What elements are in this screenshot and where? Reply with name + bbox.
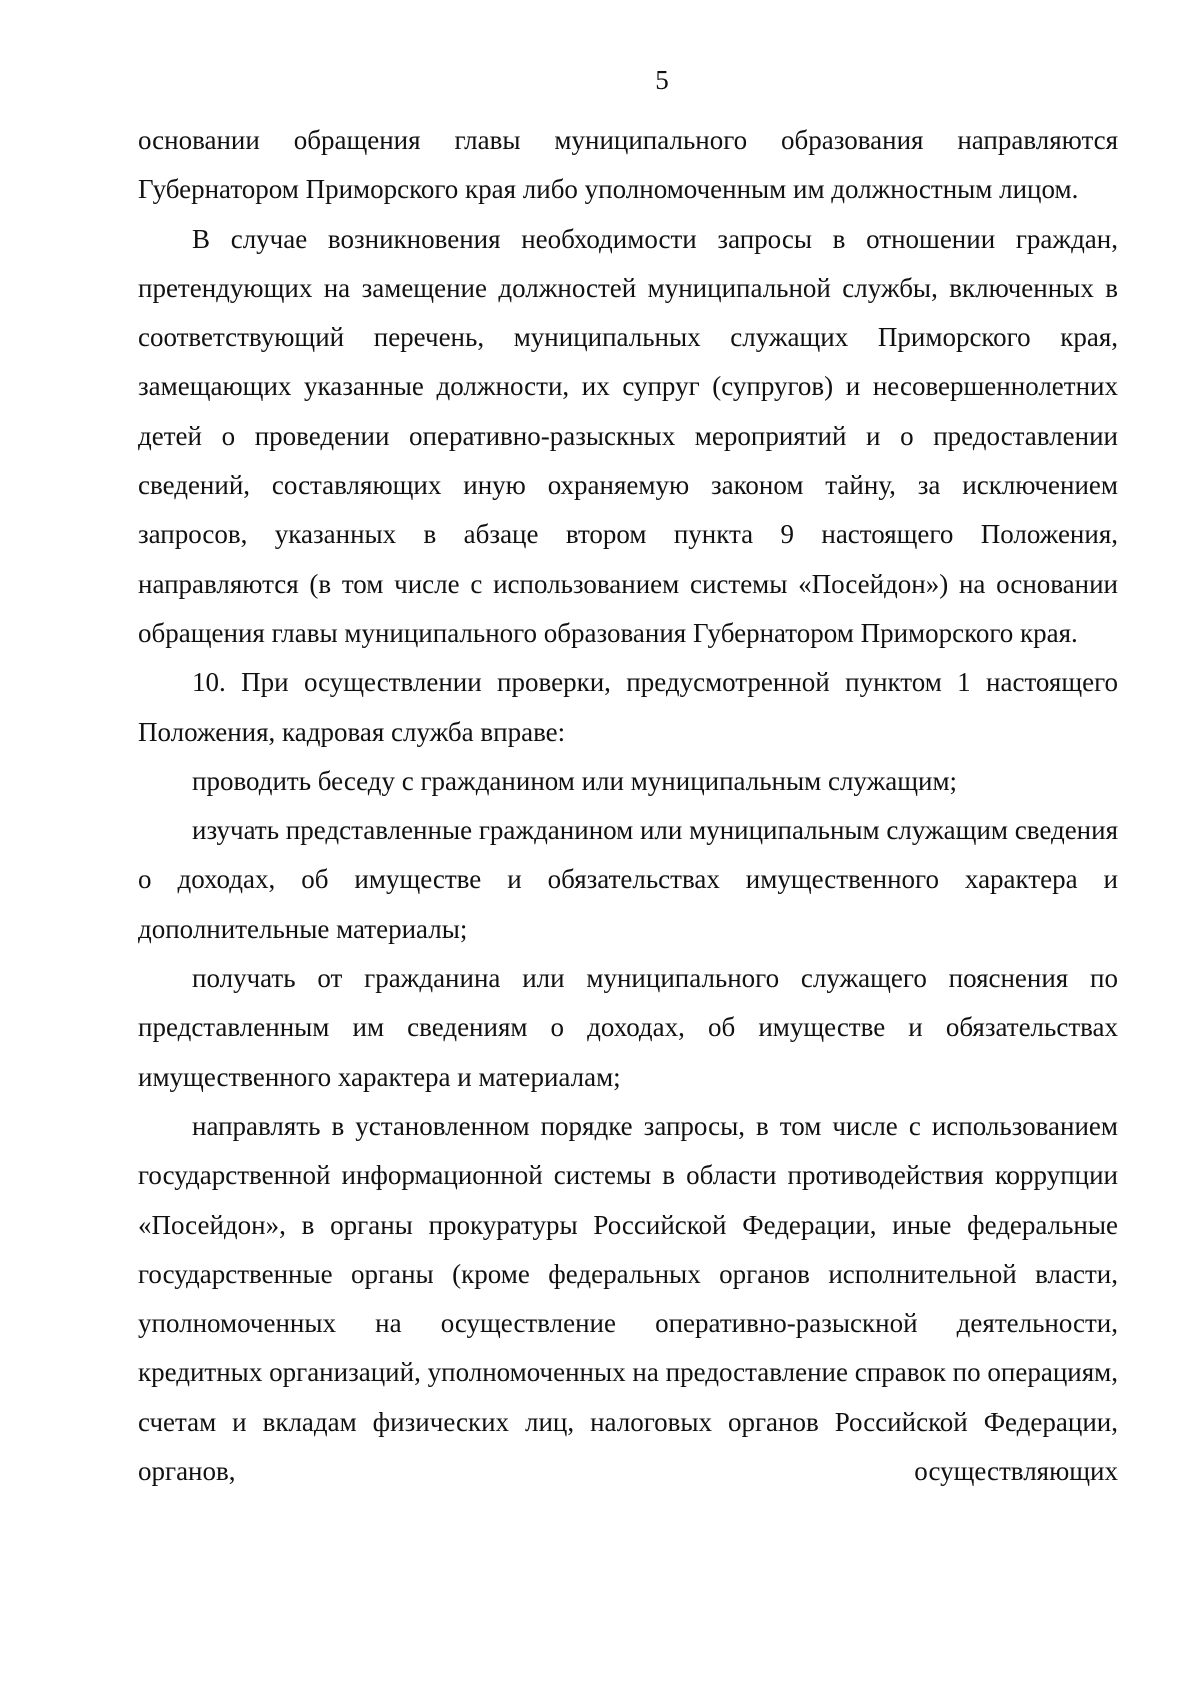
document-body <box>138 116 1118 1496</box>
paragraph-item-10: 10. При осуществлении проверки, предусмотренной пунктом 1 настоящего Положения, кадровая служба вправе: <box>138 667 1118 747</box>
paragraph-obtain-explanations: получать от гражданина или муниципального служащего пояснения по представленным им сведениям о доходах, об имуществе и обязательствах имущественного характера и материалам; <box>138 963 1118 1092</box>
paragraph-continuation: основании обращения главы муниципального образования направляются Губернатором Приморского края либо уполномоченным им должностным лицом. <box>138 125 1118 205</box>
paragraph-requests-case: В случае возникновения необходимости запросы в отношении граждан, претендующих на замещение должностей муниципальной службы, включенных в соответствующий перечень, муниципальных служащих Приморского края, замещающих указанные должности, их супруг (супругов) и несовершеннолетних детей о проведении оперативно-разыскных мероприятий и о предоставлении сведений, составляющих иную охраняемую законом тайну, за исключением запросов, указанных в абзаце втором пункта 9 настоящего Положения, направляются (в том числе с использованием системы «Посейдон») на основании обращения главы муниципального образования Губернатором Приморского края. <box>138 223 1118 648</box>
page-number: 5 <box>655 65 669 95</box>
paragraph-conduct-interview: проводить беседу с гражданином или муниципальным служащим; <box>192 765 958 796</box>
paragraph-study-information: изучать представленные гражданином или муниципальным служащим сведения о доходах, об имуществе и обязательствах имущественного характера и дополнительные материалы; <box>138 815 1118 944</box>
paragraph-send-requests: направлять в установленном порядке запросы, в том числе с использованием государственной информационной системы в области противодействия коррупции «Посейдон», в органы прокуратуры Российской Федерации, иные федеральные государственные органы (кроме федеральных органов исполнительной власти, уполномоченных на осуществление оперативно-разыскной деятельности, кредитных организаций, уполномоченных на предоставление справок по операциям, счетам и вкладам физических лиц, налоговых органов Российской Федерации, органов, осуществляющих <box>138 1110 1118 1487</box>
